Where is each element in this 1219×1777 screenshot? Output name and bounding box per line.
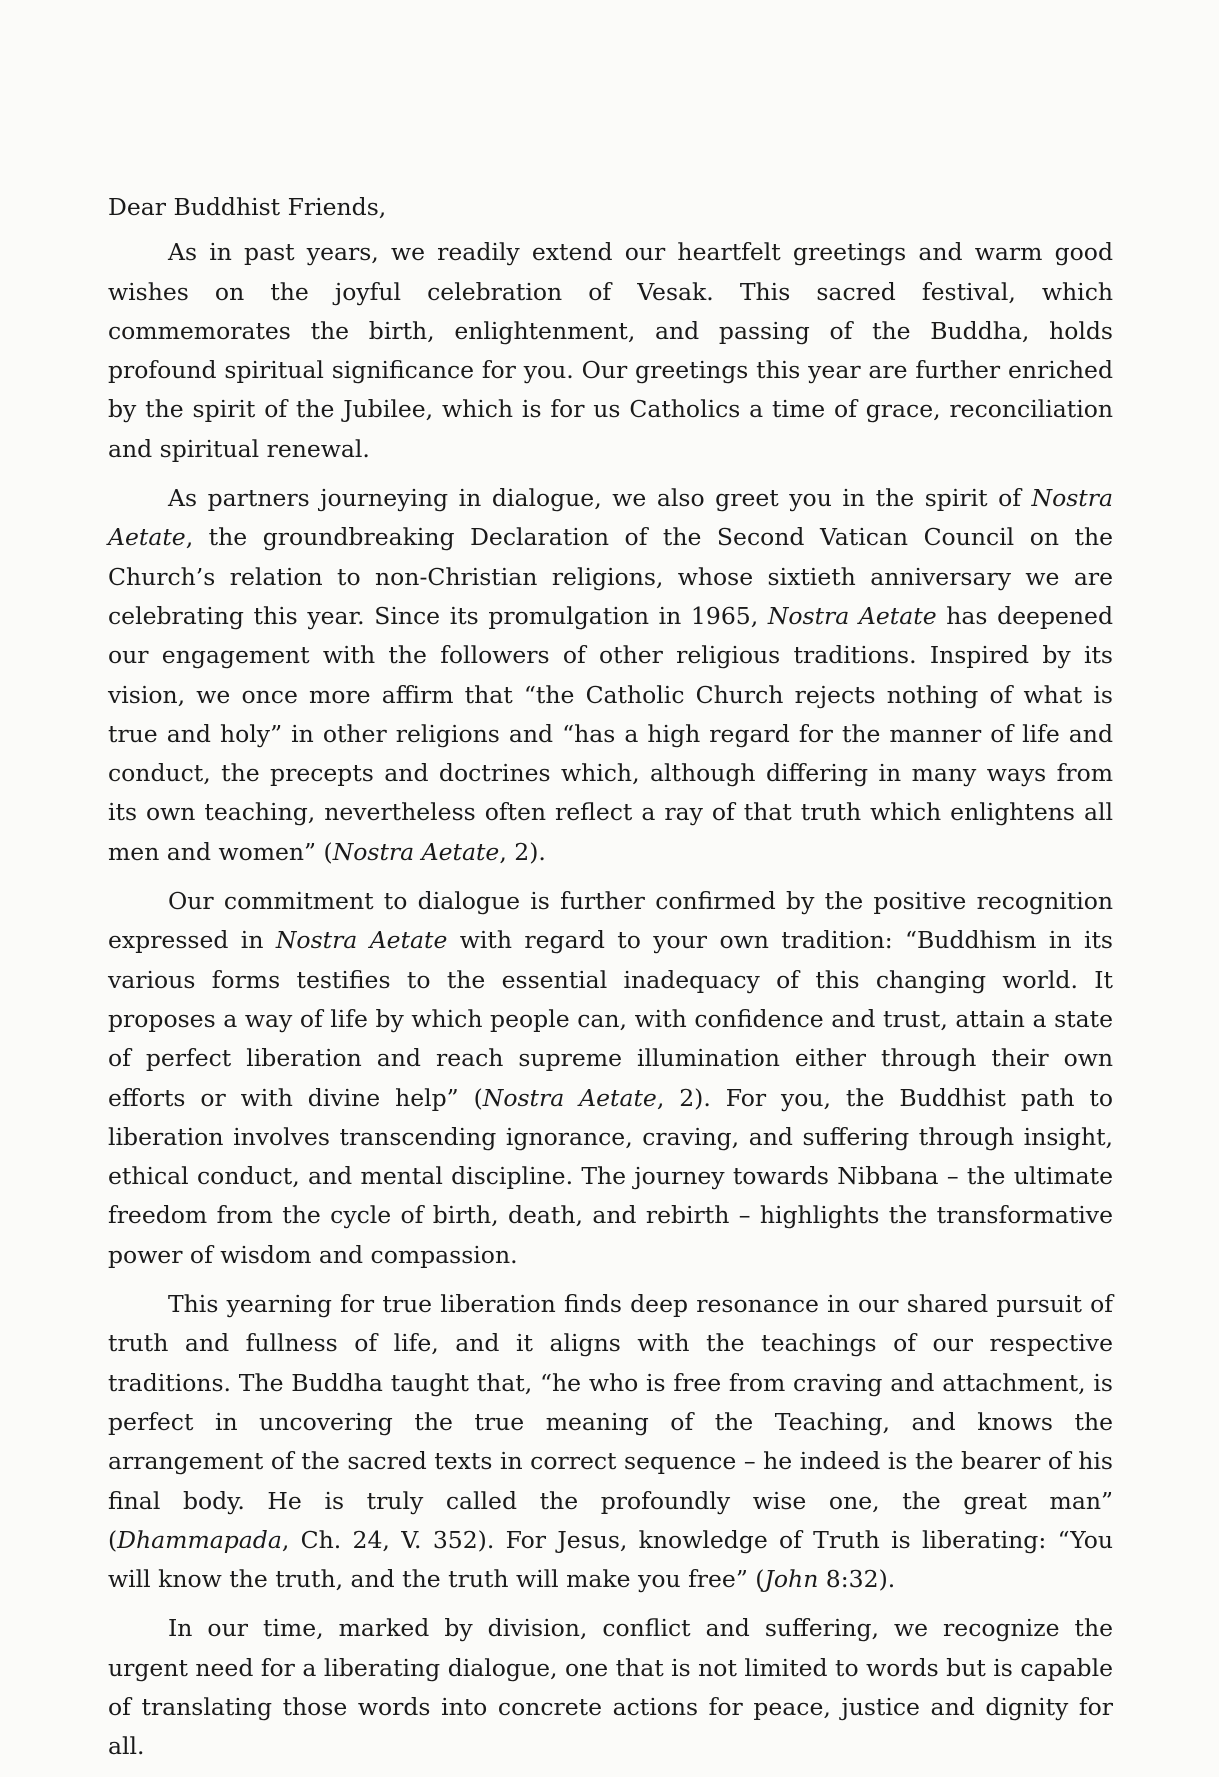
italic-citation: Nostra Aetate	[275, 926, 448, 955]
text-run: , Ch. 24, V. 352). For Jesus, knowledge of Truth is liberating: “You will know the truth, and the truth will make you free” (	[108, 1525, 1113, 1594]
italic-citation: Nostra Aetate	[108, 484, 1113, 552]
italic-citation: Nostra Aetate	[332, 837, 500, 866]
text-run: This yearning for true liberation finds deep resonance in our shared pursuit of truth and fullness of life, and it aligns with the teachings of our respective traditions. The Buddha taught that, “he who is free from craving and attachment, is perfect in uncovering the true meaning of the Teaching, and knows the arrangement of the sacred texts in correct sequence – he indeed is the bearer of his final body. He is truly called the profoundly wise one, the great man” (	[108, 1290, 1113, 1554]
paragraph-3	[108, 882, 1113, 1275]
paragraph-1	[108, 233, 1113, 469]
text-run: , 2).	[499, 837, 546, 866]
text-run: , 2). For you, the Buddhist path to liberation involves transcending ignorance, craving, and suffering through insight, ethical conduct, and mental discipline. The journey towards Nibbana – the ultimate freedom from the cycle of birth, death, and rebirth – highlights the transformative power of wisdom and compassion.	[108, 1083, 1113, 1269]
text-run: Our commitment to dialogue is further confirmed by the positive recognition expressed in	[108, 887, 1113, 955]
italic-citation: Nostra Aetate	[767, 601, 937, 630]
italic-citation: Nostra Aetate	[482, 1083, 657, 1112]
text-run: In our time, marked by division, conflict and suffering, we recognize the urgent need for a liberating dialogue, one that is not limited to words but is capable of translating those words into concrete actions for peace, justice and dignity for all.	[108, 1614, 1114, 1761]
text-run: As in past years, we readily extend our heartfelt greetings and warm good wishes on the joyful celebration of Vesak. This sacred festival, which commemorates the birth, enlightenment, and passing of the Buddha, holds profound spiritual significance for you. Our greetings this year are further enriched by the spirit of the Jubilee, which is for us Catholics a time of grace, reconciliation and spiritual renewal.	[108, 238, 1113, 463]
text-run: , the groundbreaking Declaration of the Second Vatican Council on the Church’s relation to non-Christian religions, whose sixtieth anniversary we are celebrating this year. Since its promulgation in 1965,	[108, 523, 1113, 630]
letter-body	[108, 188, 1113, 1777]
text-run: As partners journeying in dialogue, we also greet you in the spirit of	[168, 484, 1032, 513]
paragraph-5	[108, 1609, 1113, 1766]
paragraphs	[108, 233, 1113, 1766]
italic-citation: Dhammapada	[117, 1525, 282, 1554]
paragraph-4	[108, 1285, 1113, 1599]
salutation: Dear Buddhist Friends,	[108, 193, 387, 221]
paragraph-2	[108, 479, 1113, 872]
text-run: has deepened our engagement with the followers of other religious traditions. Inspired by its vision, we once more affirm that “the Catholic Church rejects nothing of what is true and holy” in other religions and “has a high regard for the manner of life and conduct, the precepts and doctrines which, although differing in many ways from its own teaching, nevertheless often reflect a ray of that truth which enlightens all men and women” (	[108, 601, 1113, 866]
text-run: 8:32).	[818, 1565, 896, 1594]
italic-citation: John	[764, 1565, 819, 1594]
text-run: with regard to your own tradition: “Buddhism in its various forms testifies to the essential inadequacy of this changing world. It proposes a way of life by which people can, with confidence and trust, attain a state of perfect liberation and reach supreme illumination either through their own efforts or with divine help” (	[108, 926, 1113, 1112]
